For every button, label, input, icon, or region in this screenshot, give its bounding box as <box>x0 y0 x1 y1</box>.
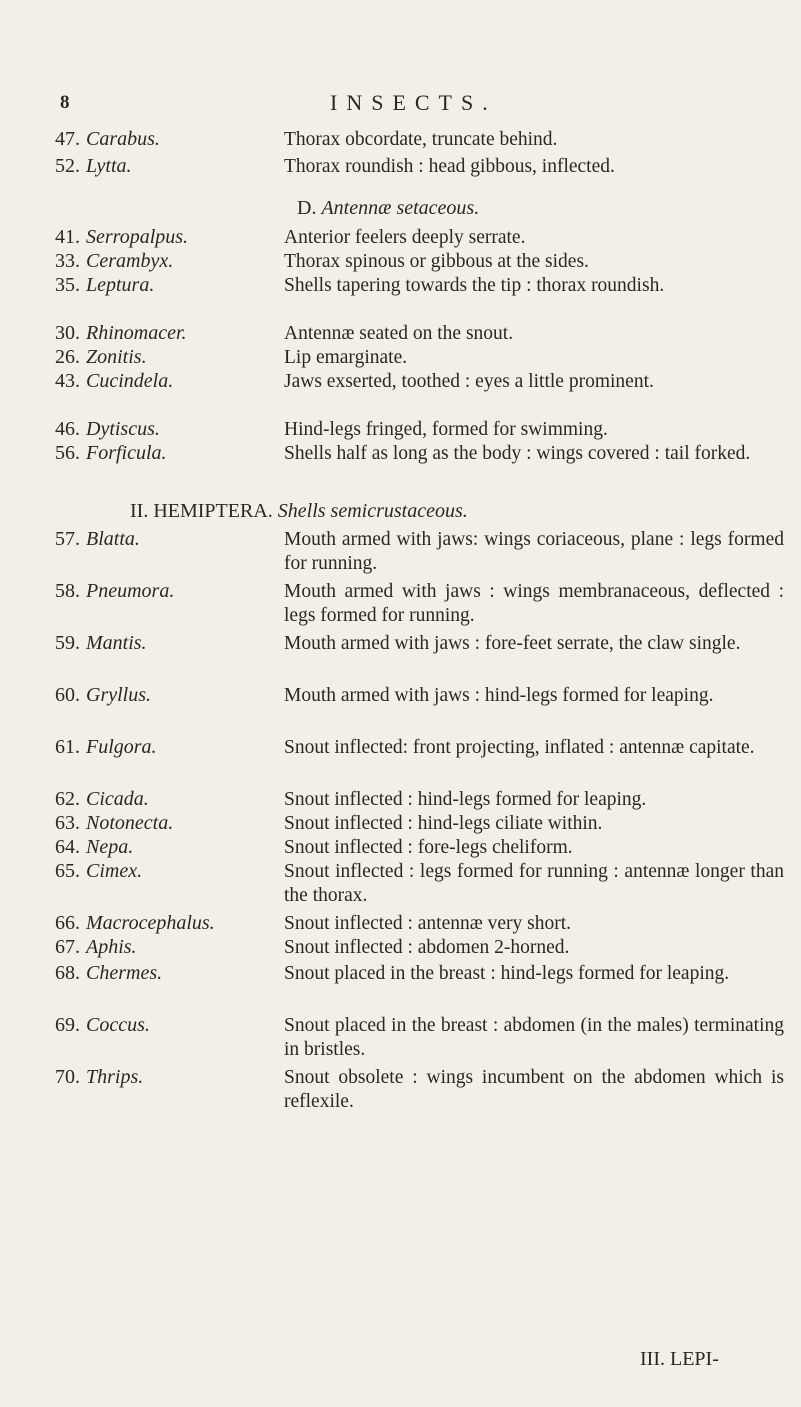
entry-label <box>55 580 174 603</box>
entry-label <box>55 128 160 151</box>
entry-label <box>55 836 133 859</box>
entry-label <box>55 962 162 985</box>
entry-label <box>55 226 188 249</box>
entry-label <box>55 1066 143 1089</box>
entry-genus: Gryllus. <box>86 684 151 706</box>
entry-description: Mouth armed with jaws : hind-legs formed for leaping. <box>284 685 714 706</box>
entry-description: Snout inflected : fore-legs cheliform. <box>284 837 573 858</box>
entry-label <box>55 684 151 707</box>
entry-description: Snout inflected : legs formed for running : antennæ longer than the thorax. <box>284 861 784 906</box>
entry-description: Thorax obcordate, truncate behind. <box>284 129 558 150</box>
entry-number: 64. <box>55 836 80 858</box>
entry-number: 35. <box>55 274 80 296</box>
entry-description: Mouth armed with jaws : fore-feet serrate, the claw single. <box>284 633 741 654</box>
entry-description: Mouth armed with jaws: wings coriaceous, plane : legs formed for running. <box>284 529 784 574</box>
entry-number: 62. <box>55 788 80 810</box>
entry-label <box>55 936 137 959</box>
entry-number: 67. <box>55 936 80 958</box>
subsection-letter: D. <box>297 197 317 219</box>
entry-number: 60. <box>55 684 80 706</box>
entry-genus: Pneumora. <box>86 580 175 602</box>
entry-number: 41. <box>55 226 80 248</box>
entry-number: 66. <box>55 912 80 934</box>
entry-description: Snout inflected : hind-legs formed for leaping. <box>284 789 647 810</box>
entry-genus: Aphis. <box>86 936 137 958</box>
entry-genus: Chermes. <box>86 962 163 984</box>
entry-genus: Macrocephalus. <box>86 912 215 934</box>
entry-genus: Leptura. <box>86 274 155 296</box>
entry-genus: Zonitis. <box>86 346 147 368</box>
entry-label <box>55 322 187 345</box>
entry-description: Snout inflected: front projecting, inflated : antennæ capitate. <box>284 737 755 758</box>
entry-label <box>55 632 147 655</box>
entry-label <box>55 912 215 935</box>
entry-label <box>55 812 173 835</box>
entry-label <box>55 155 132 178</box>
entry-genus: Nepa. <box>86 836 134 858</box>
entry-description: Snout inflected : abdomen 2-horned. <box>284 937 570 958</box>
entry-number: 70. <box>55 1066 80 1088</box>
entry-description: Thorax roundish : head gibbous, inflected. <box>284 156 615 177</box>
entry-description: Shells half as long as the body : wings covered : tail forked. <box>284 443 751 464</box>
entry-label <box>55 370 173 393</box>
entry-description: Shells tapering towards the tip : thorax roundish. <box>284 275 665 296</box>
entry-label <box>55 1014 150 1037</box>
entry-label <box>55 528 140 551</box>
entry-description: Hind-legs fringed, formed for swimming. <box>284 419 608 440</box>
subsection-title: Antennæ setaceous. <box>321 197 480 219</box>
entry-description: Antennæ seated on the snout. <box>284 323 514 344</box>
section-title: HEMIPTERA. <box>153 500 273 522</box>
page-number: 8 <box>60 92 70 113</box>
entry-genus: Forficula. <box>86 442 167 464</box>
entry-label <box>55 736 157 759</box>
entry-description: Lip emarginate. <box>284 347 408 368</box>
entry-label <box>55 860 142 883</box>
entry-genus: Dytiscus. <box>86 418 160 440</box>
section-heading <box>130 500 468 523</box>
entry-genus: Cicada. <box>86 788 149 810</box>
entry-genus: Blatta. <box>86 528 140 550</box>
entry-description: Anterior feelers deeply serrate. <box>284 227 526 248</box>
entry-number: 61. <box>55 736 80 758</box>
entry-label <box>55 346 147 369</box>
entry-label <box>55 788 149 811</box>
entry-number: 30. <box>55 322 80 344</box>
entry-description: Jaws exserted, toothed : eyes a little prominent. <box>284 371 654 392</box>
entry-description: Thorax spinous or gibbous at the sides. <box>284 251 589 272</box>
entry-genus: Serropalpus. <box>86 226 189 248</box>
entry-genus: Fulgora. <box>86 736 157 758</box>
entry-description: Mouth armed with jaws : wings membranaceous, deflected : legs formed for running. <box>284 581 784 626</box>
entry-number: 43. <box>55 370 80 392</box>
section-numeral: II. <box>130 500 149 522</box>
entry-number: 69. <box>55 1014 80 1036</box>
entry-label <box>55 274 154 297</box>
entry-genus: Thrips. <box>86 1066 144 1088</box>
section-subtitle: Shells semicrustaceous. <box>277 500 468 522</box>
catchword: III. LEPI- <box>640 1348 719 1370</box>
entry-description: Snout placed in the breast : abdomen (in the males) terminating in bristles. <box>284 1015 784 1060</box>
entry-number: 46. <box>55 418 80 440</box>
entry-label <box>55 250 173 273</box>
entry-genus: Cerambyx. <box>86 250 174 272</box>
entry-description: Snout obsolete : wings incumbent on the abdomen which is reflexile. <box>284 1067 784 1112</box>
entry-number: 65. <box>55 860 80 882</box>
entry-number: 57. <box>55 528 80 550</box>
entry-number: 47. <box>55 128 80 150</box>
entry-number: 59. <box>55 632 80 654</box>
entry-label <box>55 442 167 465</box>
running-head: INSECTS. <box>330 90 497 115</box>
entry-number: 63. <box>55 812 80 834</box>
entry-genus: Notonecta. <box>86 812 174 834</box>
entry-genus: Cucindela. <box>86 370 174 392</box>
entry-genus: Carabus. <box>86 128 160 150</box>
entry-genus: Coccus. <box>86 1014 150 1036</box>
subsection-heading <box>297 197 479 220</box>
entry-description: Snout placed in the breast : hind-legs formed for leaping. <box>284 963 730 984</box>
entry-genus: Cimex. <box>86 860 143 882</box>
entry-number: 52. <box>55 155 80 177</box>
entry-genus: Rhinomacer. <box>86 322 187 344</box>
entry-number: 56. <box>55 442 80 464</box>
entry-number: 33. <box>55 250 80 272</box>
entry-number: 58. <box>55 580 80 602</box>
entry-description: Snout inflected : antennæ very short. <box>284 913 572 934</box>
entry-number: 68. <box>55 962 80 984</box>
entry-number: 26. <box>55 346 80 368</box>
entry-description: Snout inflected : hind-legs ciliate within. <box>284 813 603 834</box>
entry-label <box>55 418 160 441</box>
entry-genus: Lytta. <box>86 155 132 177</box>
entry-genus: Mantis. <box>86 632 147 654</box>
